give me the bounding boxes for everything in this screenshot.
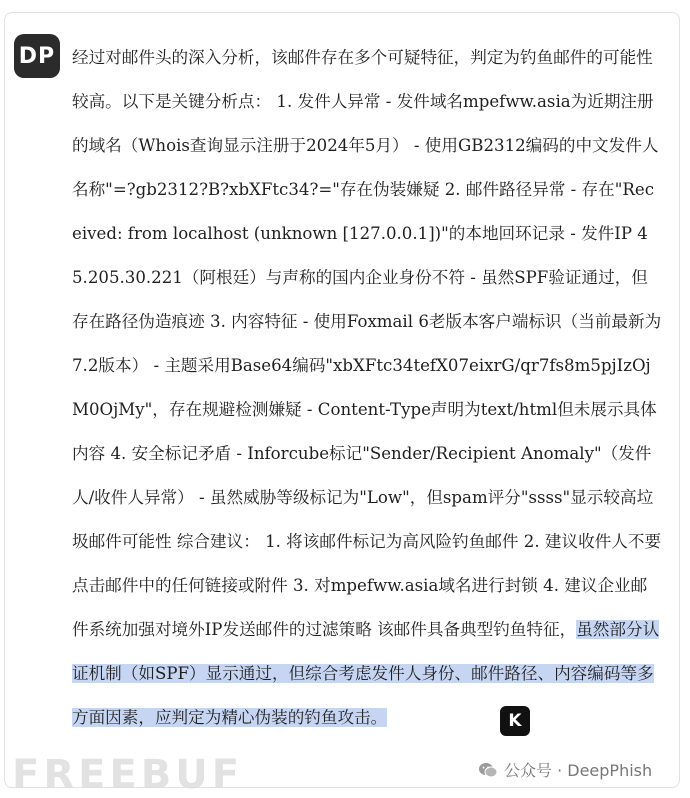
message-text bbox=[72, 36, 662, 740]
floating-k-icon[interactable]: K bbox=[500, 706, 530, 736]
message-body: 经过对邮件头的深入分析，该邮件存在多个可疑特征，判定为钓鱼邮件的可能性较高。以下是关键分析点： 1. 发件人异常 - 发件域名mpefww.asia为近期注册的域名（Whois查询显示注册于2024年5月） - 使用GB2312编码的中文发件人名称"=?gb2312?B?xbXFtc34?="存在伪装嫌疑 2. 邮件路径异常 - 存在"Received: from localhost (unknown [127.0.0.1])"的本地回环记录 - 发件IP 45.205.30.221（阿根廷）与声称的国内企业身份不符 - 虽然SPF验证通过，但存在路径伪造痕迹 3. 内容特征 - 使用Foxmail 6老版本客户端标识（当前最新为7.2版本） - 主题采用Base64编码"xbXFtc34tefX07eixrG/qr7fs8m5pjIzOjM0OjMy"，存在规避检测嫌疑 - Content-Type声明为text/html但未展示具体内容 4. 安全标记矛盾 - Inforcube标记"Sender/Recipient Anomaly"（发件人/收件人异常） - 虽然威胁等级标记为"Low"，但spam评分"ssss"显示较高垃圾邮件可能性 综合建议： 1. 将该邮件标记为高风险钓鱼邮件 2. 建议收件人不要点击邮件中的任何链接或附件 3. 对mpefww.asia域名进行封锁 4. 建议企业邮件系统加强对境外IP发送邮件的过滤策略 该邮件具备典型钓鱼特征， bbox=[72, 48, 662, 639]
avatar[interactable]: DP bbox=[14, 34, 60, 78]
selected-text: 虽然部分认证机制（如SPF）显示通过，但综合考虑发件人身份、邮件路径、内容编码等多方面因素，应判定为精心伪装的钓鱼攻击。 bbox=[72, 620, 660, 727]
wechat-icon bbox=[478, 762, 498, 778]
watermark-logo: FREEBUF bbox=[12, 752, 244, 798]
footer-text: 公众号 · DeepPhish bbox=[504, 761, 653, 780]
footer-credit bbox=[478, 758, 652, 781]
